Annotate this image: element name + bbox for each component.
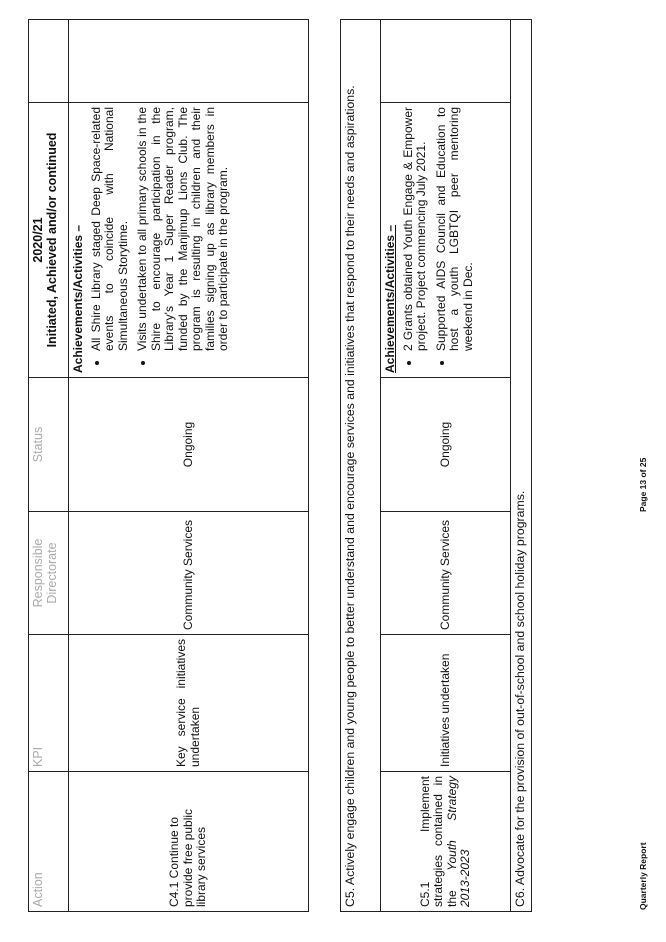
c51-action [381, 772, 511, 912]
header-responsible: Responsible Directorate [29, 512, 69, 635]
c51-ach-title: Achievements/Activities – [383, 224, 397, 373]
c6-goal: C6. Advocate for the provision of out-of-school and school holiday programs. [511, 19, 532, 911]
c41-blank [69, 20, 309, 103]
header-kpi: KPI [29, 635, 69, 772]
c5-goal: C5. Actively engage children and young people to better understand and encourage services and initiatives that respond to their needs and aspirations. [341, 19, 381, 911]
page-number: Page 13 of 25 [638, 457, 648, 512]
header-year-label: 2020/21 [31, 217, 45, 263]
goal-row [341, 19, 381, 911]
c51-bullet-list [402, 107, 476, 373]
header-action: Action [29, 772, 69, 912]
header-year [29, 103, 69, 378]
footer-title: Quarterly Report [638, 842, 648, 910]
list-item: • Visits undertaken to all primary schools in the Shire to encourage participation in the Library's Year 1 Super Reader program, funded by the Manjimup Lions Club. The program is resulting in children and their families signing up as library members in order to participate in the program. [136, 107, 231, 351]
c51-action-prefix: C5.1 Implement strategies contained in the [417, 776, 459, 907]
c51-kpi: Initiatives undertaken [381, 635, 511, 772]
c51-status: Ongoing [381, 378, 511, 512]
c41-bullet-list [90, 107, 231, 373]
c51-responsible: Community Services [381, 512, 511, 635]
c51-blank [381, 19, 511, 102]
c51-achievements [381, 103, 511, 378]
c41-kpi: Key service initiatives undertaken [69, 635, 309, 772]
c41-status: Ongoing [69, 378, 309, 512]
c41-responsible: Community Services [69, 512, 309, 635]
c41-ach-title: Achievements/Activities – [71, 224, 85, 373]
list-item: • All Shire Library staged Deep Space-related events to coincide with National Simultaneous Storytime. [90, 107, 131, 351]
table-row [69, 20, 309, 912]
c5-table [340, 19, 532, 912]
header-blank [29, 20, 69, 103]
goal-row [511, 19, 532, 911]
list-item: • 2 Grants obtained Youth Engage & Empower project. Project commencing July 2021. [402, 107, 429, 351]
c41-action: C4.1 Continue to provide free public library services [69, 772, 309, 912]
c4-table [28, 19, 309, 912]
header-year-sub: Initiated, Achieved and/or continued [44, 132, 59, 348]
c51-action-italic: Youth Strategy 2013-2023 [444, 776, 472, 907]
c41-achievements [69, 103, 309, 378]
header-status: Status [29, 378, 69, 512]
table-row [381, 19, 511, 911]
header-row [29, 20, 69, 912]
list-item: • Supported AIDS Council and Education to host a youth LGBTQI peer mentoring weekend in Dec. [435, 107, 476, 351]
